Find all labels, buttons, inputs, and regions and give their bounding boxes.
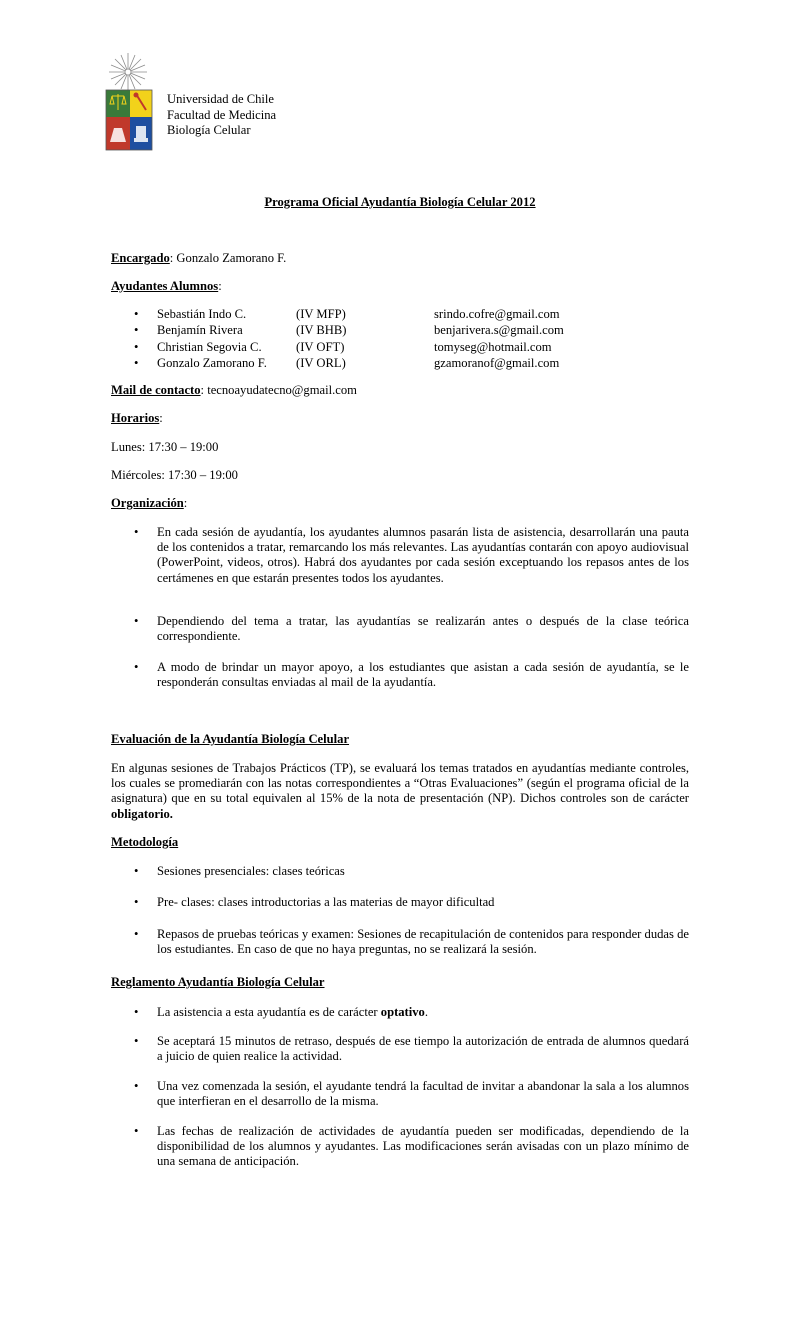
department-name: Biología Celular <box>167 123 251 137</box>
ayudante-code: (IV MFP) <box>296 307 346 321</box>
organizacion-heading: Organización: <box>111 496 188 510</box>
encargado-label: Encargado <box>111 251 170 265</box>
obligatorio-emphasis: obligatorio. <box>111 806 173 821</box>
list-item: • Las fechas de realización de actividades de ayudantía pueden ser modificadas, dependiendo de la disponibilidad de los alumnos y ayudantes. Las modificaciones serán avisadas con un plazo mínimo de una semana de anticipación. <box>111 1124 689 1170</box>
ayudante-code: (IV ORL) <box>296 355 346 370</box>
ayudante-name: Sebastián Indo C. <box>157 307 247 321</box>
horario-miercoles: Miércoles: 17:30 – 19:00 <box>111 468 238 482</box>
ayudantes-list <box>111 307 691 372</box>
evaluacion-heading <box>111 732 349 747</box>
horario-lunes: Lunes: 17:30 – 19:00 <box>111 440 219 454</box>
list-item: • Se aceptará 15 minutos de retraso, después de ese tiempo la autorización de entrada de alumnos quedará a juicio de quien realice la actividad. <box>111 1034 689 1064</box>
organizacion-label: Organización <box>111 496 184 510</box>
optativo-emphasis: optativo <box>380 1005 425 1019</box>
metodologia-heading <box>111 835 178 850</box>
reglamento-list <box>111 1005 689 1020</box>
ayudante-email: srindo.cofre@gmail.com <box>434 307 560 321</box>
list-item: • En cada sesión de ayudantía, los ayudantes alumnos pasarán lista de asistencia, desarrollarán una pauta de los contenidos a tratar, remarcando los más relevantes. Las ayudantías contarán con apoyo audiovisual (PowerPoint, videos, otros). Habrá dos ayudantes por cada sesión exceptuando los repasos antes de los certámenes en que estarán presentes todos los ayudantes. <box>111 525 689 586</box>
metodologia-list <box>111 927 689 957</box>
evaluacion-paragraph: En algunas sesiones de Trabajos Prácticos (TP), se evaluará los temas tratados en ayudantías mediante controles, los cuales se promediarán con las notas correspondientes a “Otras Evaluaciones” (según el programa oficial de la asignatura) que en su total equivalen al 15% de la nota de presentación (NP). Dichos controles son de carácter obligatorio. <box>111 761 689 821</box>
ayudante-email: benjarivera.s@gmail.com <box>434 323 564 338</box>
encargado-line <box>111 251 286 266</box>
ayudante-code: (IV BHB) <box>296 323 347 338</box>
reglamento-list <box>111 1034 689 1064</box>
university-crest-logo <box>104 52 156 154</box>
ayudante-row: • Benjamín Rivera (IV BHB) benjarivera.s@gmail.com <box>134 323 564 338</box>
horarios-label: Horarios <box>111 411 160 425</box>
ayudante-email: tomyseg@hotmail.com <box>434 339 552 354</box>
mail-line <box>111 383 357 398</box>
university-name: Universidad de Chile <box>167 92 275 106</box>
list-item: • Pre- clases: clases introductorias a las materias de mayor dificultad <box>111 895 689 910</box>
ayudante-row: • Christian Segovia C. (IV OFT) tomyseg@hotmail.com <box>134 339 552 354</box>
reglamento-heading <box>111 975 325 990</box>
list-item: • A modo de brindar un mayor apoyo, a los estudiantes que asistan a cada sesión de ayudantía, se le responderán consultas enviadas al mail de la ayudantía. <box>111 660 689 690</box>
list-item: • Sesiones presenciales: clases teóricas <box>111 864 689 879</box>
institution-block <box>167 92 276 139</box>
ayudante-row: • Sebastián Indo C. (IV MFP) srindo.cofre@gmail.com <box>134 307 560 321</box>
ayudante-email: gzamoranof@gmail.com <box>434 355 560 370</box>
ayudante-name: Benjamín Rivera <box>157 323 243 338</box>
ayudante-row: • Gonzalo Zamorano F. (IV ORL) gzamoranof@gmail.com <box>134 355 560 370</box>
organizacion-list <box>111 525 689 586</box>
horarios-heading: Horarios: <box>111 411 163 425</box>
ayudante-name: Christian Segovia C. <box>157 339 262 354</box>
metodologia-label: Metodología <box>111 835 179 849</box>
mail-value: : tecnoayudatecno@gmail.com <box>200 383 357 397</box>
organizacion-list <box>111 660 689 690</box>
encargado-value: : Gonzalo Zamorano F. <box>169 251 287 265</box>
list-item: • Dependiendo del tema a tratar, las ayudantías se realizarán antes o después de la clase teórica correspondiente. <box>111 614 689 644</box>
list-item: • La asistencia a esta ayudantía es de carácter optativo. <box>111 1005 689 1020</box>
evaluacion-label: Evaluación de la Ayudantía Biología Celular <box>111 732 350 746</box>
mail-label: Mail de contacto <box>111 383 201 397</box>
document-title: Programa Oficial Ayudantía Biología Celular 2012 <box>264 195 536 209</box>
list-item: • Repasos de pruebas teóricas y examen: Sesiones de recapitulación de contenidos para responder dudas de los estudiantes. En caso de que no haya preguntas, no se realizará la sesión. <box>111 927 689 957</box>
reglamento-list <box>111 1124 689 1170</box>
metodologia-list <box>111 895 689 910</box>
ayudantes-heading: Ayudantes Alumnos: <box>111 279 222 293</box>
metodologia-list <box>111 864 689 879</box>
ayudantes-label: Ayudantes Alumnos <box>111 279 219 293</box>
ayudante-code: (IV OFT) <box>296 339 345 354</box>
reglamento-label: Reglamento Ayudantía Biología Celular <box>111 975 325 989</box>
reglamento-list <box>111 1079 689 1109</box>
faculty-name: Facultad de Medicina <box>167 107 277 122</box>
organizacion-list <box>111 614 689 644</box>
ayudante-name: Gonzalo Zamorano F. <box>157 355 267 370</box>
list-item: • Una vez comenzada la sesión, el ayudante tendrá la facultad de invitar a abandonar la sala a los alumnos que interfieran en el desarrollo de la misma. <box>111 1079 689 1109</box>
